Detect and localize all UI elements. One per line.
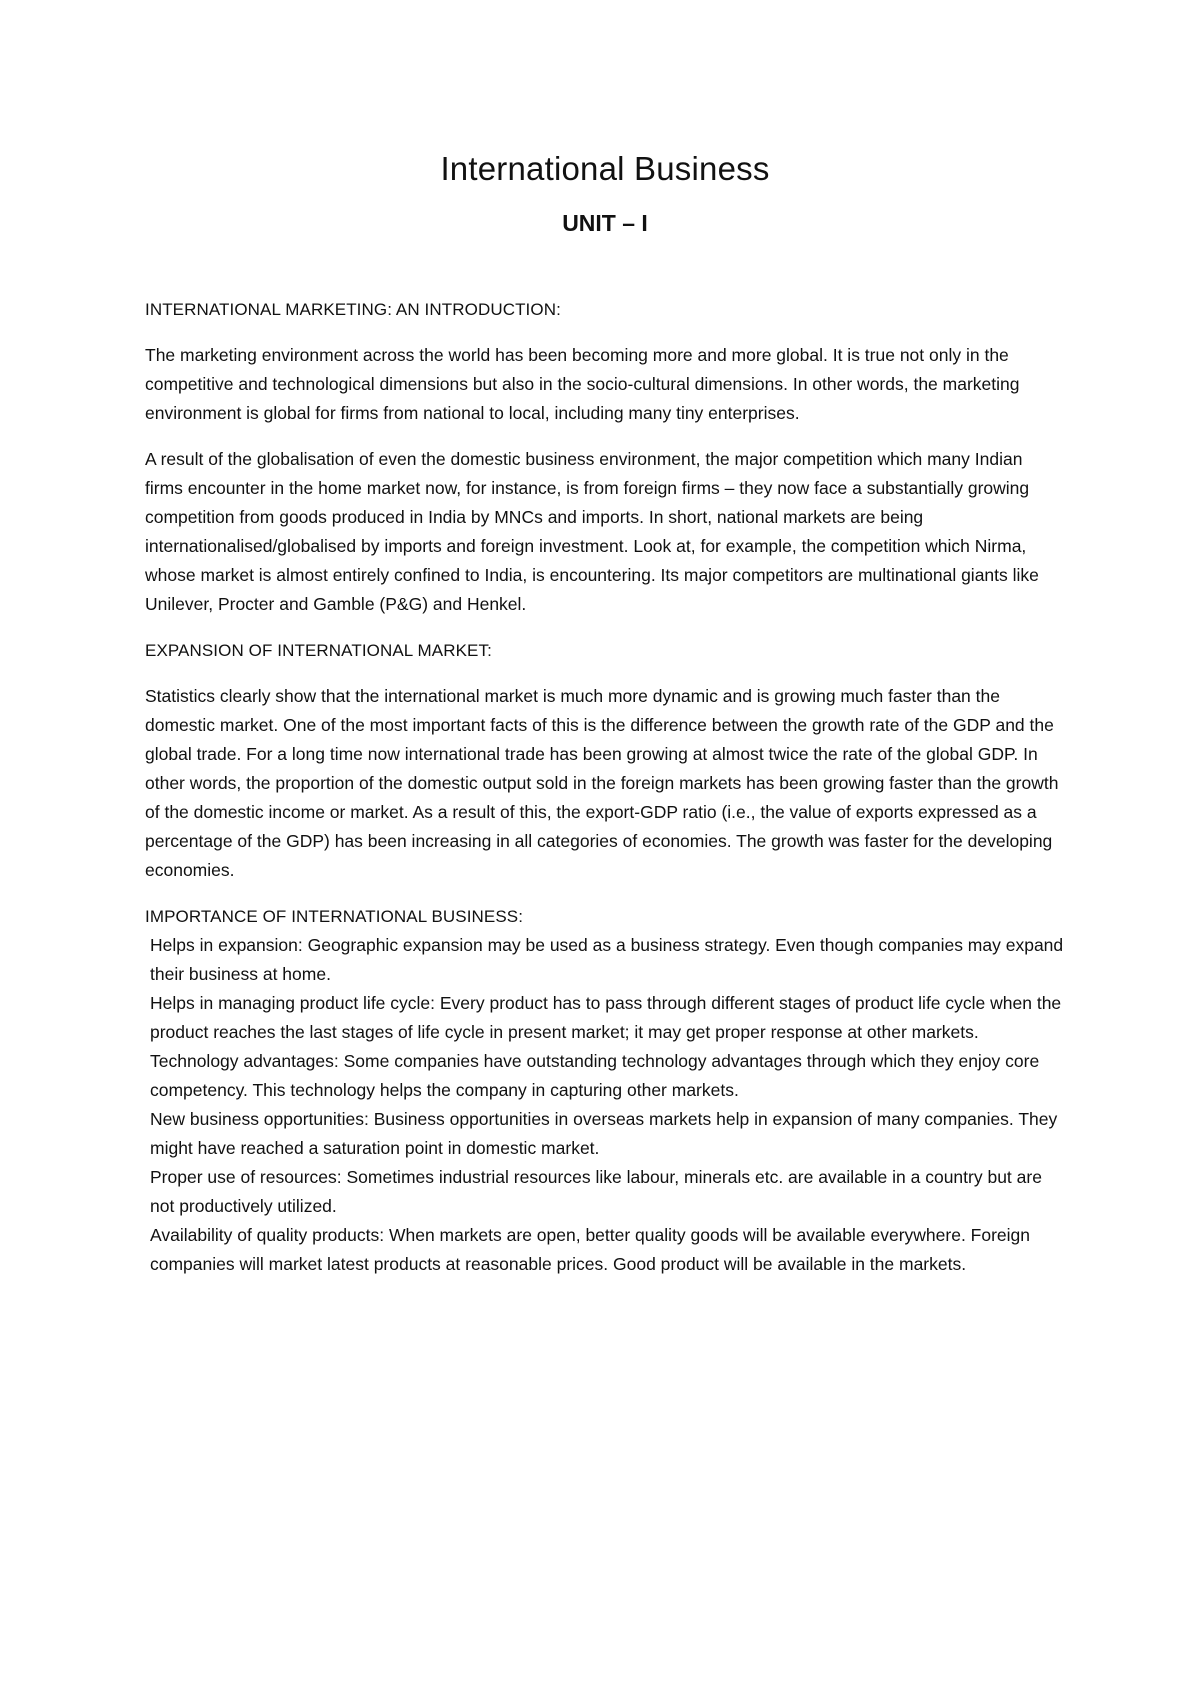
list-item: Helps in managing product life cycle: Every product has to pass through different stages of product life cycle when the product reaches the last stages of life cycle in present market; it may get proper response at other markets. [150, 993, 1062, 1042]
unit-heading: UNIT – I [562, 210, 648, 236]
document-page [145, 150, 1065, 1279]
list-item: New business opportunities: Business opportunities in overseas markets help in expansion of many companies. They might have reached a saturation point in domestic market. [150, 1109, 1058, 1158]
section-heading-expansion: EXPANSION OF INTERNATIONAL MARKET: [145, 641, 492, 660]
document-title: International Business [440, 150, 770, 187]
section-heading-importance: IMPORTANCE OF INTERNATIONAL BUSINESS: [145, 907, 524, 926]
section-heading-intro: INTERNATIONAL MARKETING: AN INTRODUCTION: [145, 300, 561, 319]
paragraph: Statistics clearly show that the international market is much more dynamic and is growing much faster than the domestic market. One of the most important facts of this is the difference between the growth rate of the GDP and the global trade. For a long time now international trade has been growing at almost twice the rate of the global GDP. In other words, the proportion of the domestic output sold in the foreign markets has been growing faster than the growth of the domestic income or market. As a result of this, the export-GDP ratio (i.e., the value of exports expressed as a percentage of the GDP) has been increasing in all categories of economies. The growth was faster for the developing economies. [145, 686, 1059, 880]
paragraph: A result of the globalisation of even the domestic business environment, the major competition which many Indian firms encounter in the home market now, for instance, is from foreign firms – they now face a substantially growing competition from goods produced in India by MNCs and imports. In short, national markets are being internationalised/globalised by imports and foreign investment. Look at, for example, the competition which Nirma, whose market is almost entirely confined to India, is encountering. Its major competitors are multinational giants like Unilever, Procter and Gamble (P&G) and Henkel. [145, 449, 1039, 614]
list-item: Helps in expansion: Geographic expansion may be used as a business strategy. Even though companies may expand their business at home. [150, 935, 1064, 984]
list-item: Availability of quality products: When markets are open, better quality goods will be available everywhere. Foreign companies will market latest products at reasonable prices. Good product will be available in the markets. [150, 1225, 1030, 1274]
list-item: Technology advantages: Some companies have outstanding technology advantages through which they enjoy core competency. This technology helps the company in capturing other markets. [150, 1051, 1040, 1100]
list-item: Proper use of resources: Sometimes industrial resources like labour, minerals etc. are available in a country but are not productively utilized. [150, 1167, 1042, 1216]
paragraph: The marketing environment across the world has been becoming more and more global. It is true not only in the competitive and technological dimensions but also in the socio-cultural dimensions. In other words, the marketing environment is global for firms from national to local, including many tiny enterprises. [145, 345, 1020, 423]
